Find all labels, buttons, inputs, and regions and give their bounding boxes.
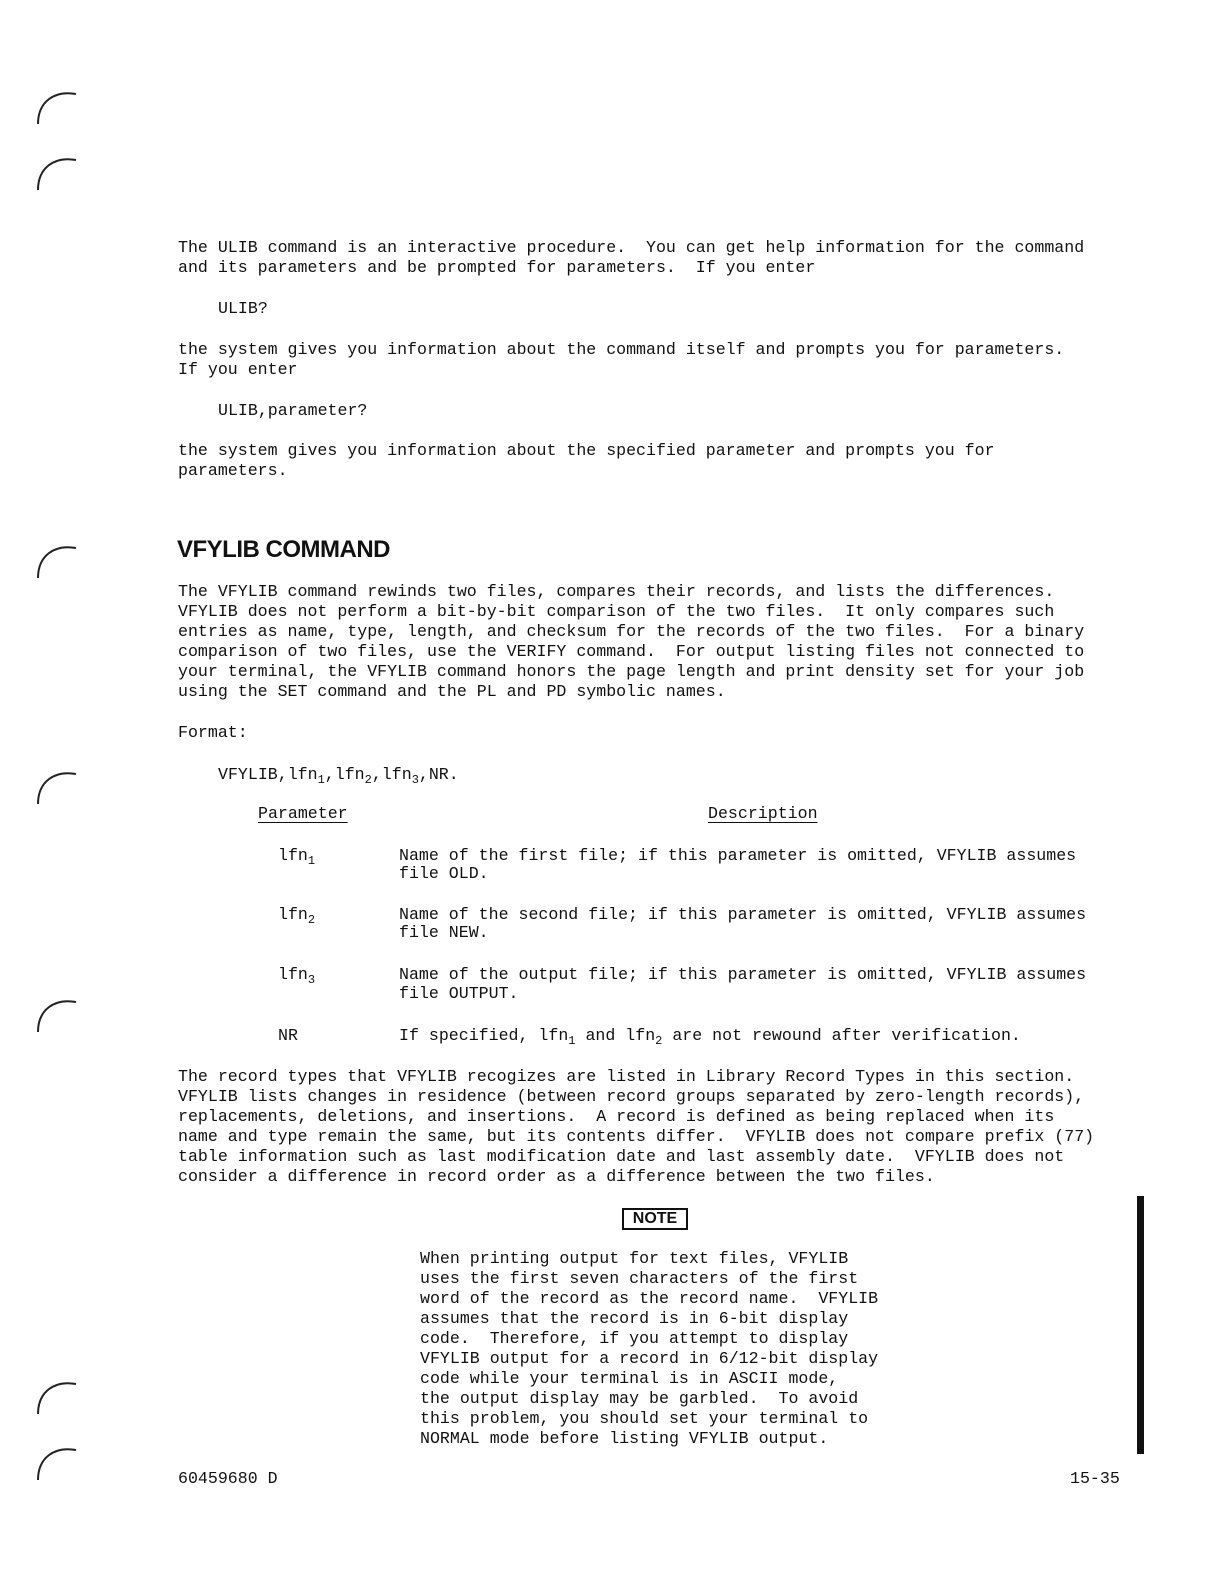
body-text-line: entries as name, type, length, and checksum for the records of the two files. For a binary	[178, 622, 1085, 641]
note-text-line: NORMAL mode before listing VFYLIB output.	[420, 1429, 829, 1448]
body-text-line: The record types that VFYLIB recogizes are listed in Library Record Types in this section.	[178, 1067, 1075, 1086]
body-text-line: VFYLIB lists changes in residence (between record groups separated by zero-length records),	[178, 1087, 1085, 1106]
parameter-description: file OLD.	[399, 864, 489, 883]
punch-hole-mark	[32, 764, 92, 824]
table-header-description: Description	[708, 804, 818, 823]
punch-hole-mark	[32, 1440, 92, 1500]
note-text-line: uses the first seven characters of the first	[420, 1269, 859, 1288]
note-label: NOTE	[622, 1208, 688, 1230]
body-text-line: VFYLIB does not perform a bit-by-bit comparison of the two files. It only compares such	[178, 602, 1055, 621]
parameter-name: lfn$_2$	[278, 905, 316, 927]
parameter-name: NR	[278, 1026, 298, 1045]
punch-hole-mark	[32, 1374, 92, 1434]
body-text-line: name and type remain the same, but its contents differ. VFYLIB does not compare prefix (77)	[178, 1127, 1095, 1146]
page-number: 15-35	[1070, 1469, 1120, 1488]
body-text-line: comparison of two files, use the VERIFY command. For output listing files not connected to	[178, 642, 1085, 661]
note-text-line: When printing output for text files, VFYLIB	[420, 1249, 849, 1268]
format-syntax: VFYLIB,lfn$_1$,lfn$_2$,lfn$_3$,NR.	[218, 765, 459, 787]
parameter-description: Name of the second file; if this parameter is omitted, VFYLIB assumes	[399, 905, 1087, 924]
parameter-description: Name of the first file; if this parameter is omitted, VFYLIB assumes	[399, 846, 1077, 865]
parameter-description: file NEW.	[399, 923, 489, 942]
parameter-description: Name of the output file; if this parameter is omitted, VFYLIB assumes	[399, 965, 1087, 984]
body-text-line: If you enter	[178, 360, 298, 379]
punch-hole-mark	[32, 992, 92, 1052]
parameter-name: lfn$_1$	[278, 846, 316, 868]
table-header-parameter: Parameter	[258, 804, 348, 823]
section-heading: VFYLIB COMMAND	[177, 536, 390, 563]
body-text-line: and its parameters and be prompted for parameters. If you enter	[178, 258, 816, 277]
note-text-line: word of the record as the record name. VFYLIB	[420, 1289, 879, 1308]
body-text-line: parameters.	[178, 461, 288, 480]
note-text-line: code while your terminal is in ASCII mode,	[420, 1369, 839, 1388]
body-text-line: using the SET command and the PL and PD symbolic names.	[178, 682, 726, 701]
command-example: ULIB,parameter?	[218, 401, 368, 420]
body-text-line: table information such as last modification date and last assembly date. VFYLIB does not	[178, 1147, 1065, 1166]
body-text-line: the system gives you information about the command itself and prompts you for parameters.	[178, 340, 1065, 359]
body-text-line: replacements, deletions, and insertions. A record is defined as being replaced when its	[178, 1107, 1055, 1126]
note-text-line: the output display may be garbled. To avoid	[420, 1389, 859, 1408]
format-label: Format:	[178, 723, 248, 742]
parameter-description: If specified, lfn$_1$ and lfn$_2$ are not rewound after verification.	[399, 1026, 1021, 1048]
document-number: 60459680 D	[178, 1469, 278, 1488]
body-text-line: consider a difference in record order as a difference between the two files.	[178, 1167, 935, 1186]
note-text-line: this problem, you should set your terminal to	[420, 1409, 869, 1428]
note-text-line: assumes that the record is in 6-bit display	[420, 1309, 849, 1328]
body-text-line: your terminal, the VFYLIB command honors the page length and print density set for your job	[178, 662, 1085, 681]
punch-hole-mark	[32, 84, 92, 144]
punch-hole-mark	[32, 538, 92, 598]
command-example: ULIB?	[218, 299, 268, 318]
note-text-line: VFYLIB output for a record in 6/12-bit display	[420, 1349, 879, 1368]
change-bar	[1137, 1196, 1144, 1454]
punch-hole-mark	[32, 150, 92, 210]
parameter-name: lfn$_3$	[278, 965, 316, 987]
body-text-line: The ULIB command is an interactive procedure. You can get help information for the command	[178, 238, 1085, 257]
body-text-line: the system gives you information about the specified parameter and prompts you for	[178, 441, 995, 460]
parameter-description: file OUTPUT.	[399, 984, 519, 1003]
note-text-line: code. Therefore, if you attempt to display	[420, 1329, 849, 1348]
body-text-line: The VFYLIB command rewinds two files, compares their records, and lists the differences.	[178, 582, 1055, 601]
